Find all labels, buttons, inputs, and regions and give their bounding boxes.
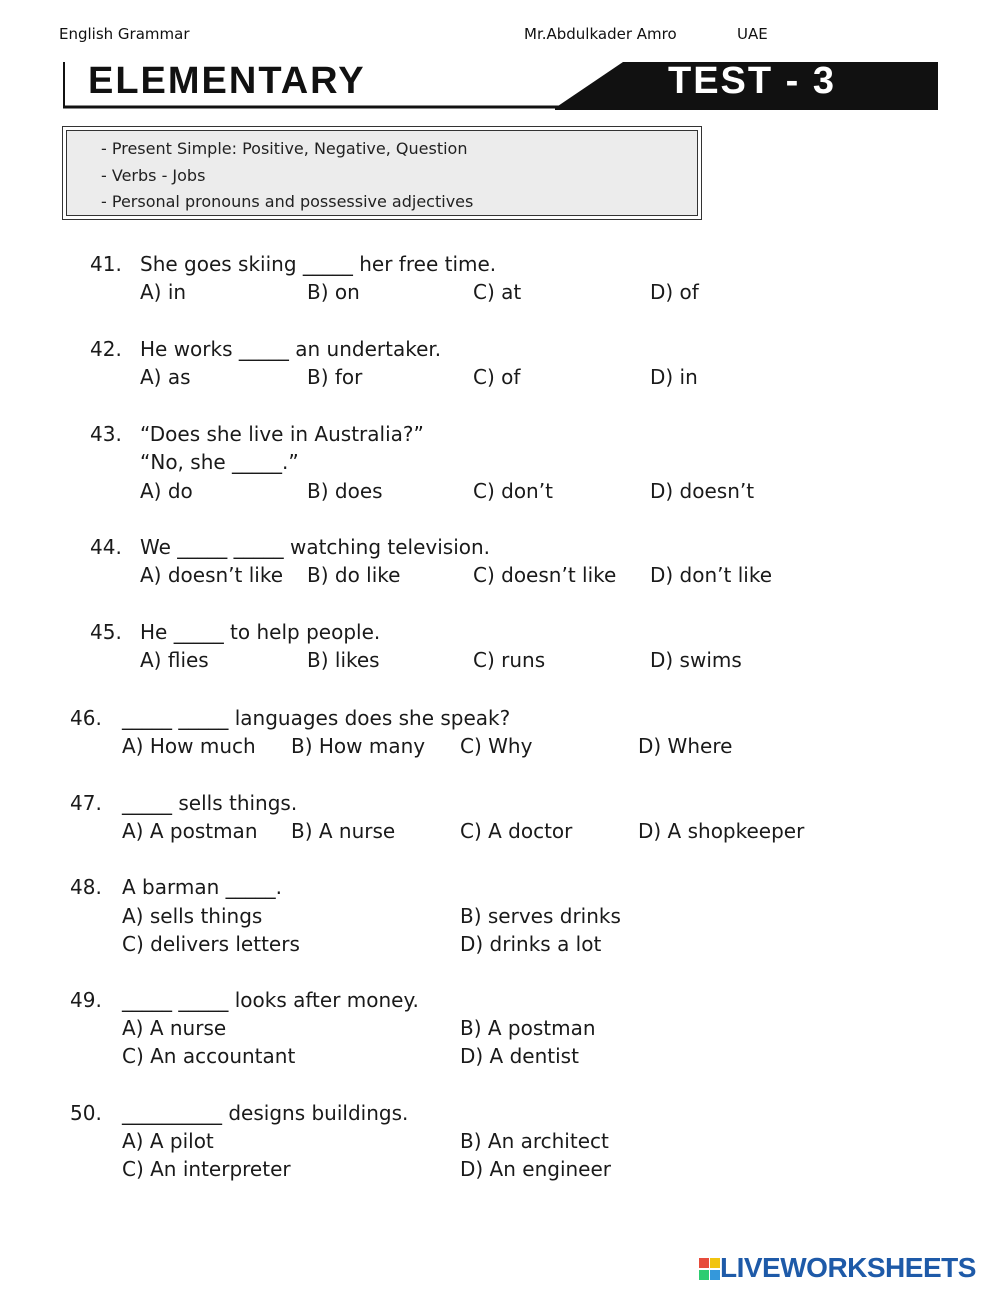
option-b[interactable]: B) An architect [460, 1129, 609, 1153]
option-d[interactable]: D) don’t like [650, 563, 773, 587]
option-c[interactable]: C) A doctor [460, 819, 573, 843]
question-number: 44. [90, 535, 122, 559]
question-number: 42. [90, 337, 122, 361]
option-b[interactable]: B) do like [307, 563, 401, 587]
topic-item: - Present Simple: Positive, Negative, Question [101, 139, 468, 158]
option-c[interactable]: C) Why [460, 734, 533, 758]
question-text: We _____ _____ watching television. [140, 535, 491, 559]
liveworksheets-logo-text[interactable]: LIVEWORKSHEETS [720, 1252, 976, 1283]
option-a[interactable]: A) sells things [122, 904, 263, 928]
option-d[interactable]: D) swims [650, 648, 742, 672]
header-country: UAE [737, 25, 768, 43]
question-number: 43. [90, 422, 122, 446]
topic-item: - Verbs - Jobs [101, 165, 206, 185]
option-c[interactable]: C) doesn’t like [473, 563, 617, 587]
question-text: A barman _____. [122, 875, 282, 899]
question-text: He works _____ an undertaker. [140, 337, 442, 361]
option-b[interactable]: B) likes [307, 648, 380, 672]
option-b[interactable]: B) serves drinks [460, 904, 621, 928]
option-d[interactable]: D) of [650, 280, 699, 304]
option-c[interactable]: C) don’t [473, 479, 553, 503]
question-number: 50. [70, 1101, 102, 1125]
question-number: 48. [70, 875, 102, 899]
option-a[interactable]: A) A nurse [122, 1016, 227, 1040]
question-number: 47. [70, 791, 102, 815]
option-d[interactable]: D) doesn’t [650, 479, 755, 503]
option-a[interactable]: A) flies [140, 648, 209, 672]
option-d[interactable]: D) drinks a lot [460, 932, 602, 956]
topic-item: - Personal pronouns and possessive adjectives [101, 192, 474, 211]
header-subject: English Grammar [59, 25, 190, 43]
option-a[interactable]: A) as [140, 365, 191, 389]
option-d[interactable]: D) An engineer [460, 1157, 612, 1181]
option-a[interactable]: A) in [140, 280, 187, 304]
header-teacher: Mr.Abdulkader Amro [524, 25, 677, 43]
option-c[interactable]: C) at [473, 280, 522, 304]
option-c[interactable]: C) of [473, 365, 521, 389]
option-d[interactable]: D) Where [638, 734, 733, 758]
question-number: 46. [70, 706, 102, 730]
question-number: 49. [70, 988, 102, 1012]
option-a[interactable]: A) do [140, 479, 193, 503]
option-b[interactable]: B) does [307, 479, 383, 503]
option-b[interactable]: B) A postman [460, 1016, 596, 1040]
question-text: _____ _____ looks after money. [122, 988, 419, 1012]
option-b[interactable]: B) for [307, 365, 363, 389]
question-text: _____ _____ languages does she speak? [122, 706, 511, 730]
option-a[interactable]: A) A pilot [122, 1129, 214, 1153]
option-b[interactable]: B) on [307, 280, 360, 304]
option-d[interactable]: D) in [650, 365, 698, 389]
question-text: _____ sells things. [122, 791, 298, 815]
question-number: 45. [90, 620, 122, 644]
option-b[interactable]: B) A nurse [291, 819, 396, 843]
option-c[interactable]: C) An interpreter [122, 1157, 291, 1181]
question-text: He _____ to help people. [140, 620, 381, 644]
option-c[interactable]: C) runs [473, 648, 546, 672]
option-a[interactable]: A) How much [122, 734, 256, 758]
option-c[interactable]: C) delivers letters [122, 932, 300, 956]
banner-title: ELEMENTARY [88, 60, 366, 102]
question-text: __________ designs buildings. [122, 1101, 409, 1125]
option-c[interactable]: C) An accountant [122, 1044, 296, 1068]
option-d[interactable]: D) A shopkeeper [638, 819, 805, 843]
question-text-line-2: “No, she _____.” [140, 450, 299, 474]
question-text: She goes skiing _____ her free time. [140, 252, 497, 276]
topics-box [62, 126, 702, 220]
option-d[interactable]: D) A dentist [460, 1044, 579, 1068]
banner-test-number: TEST - 3 [668, 60, 837, 102]
question-text: “Does she live in Australia?” [140, 422, 424, 446]
option-a[interactable]: A) doesn’t like [140, 563, 284, 587]
question-number: 41. [90, 252, 122, 276]
topics-box-inner [66, 130, 698, 216]
option-a[interactable]: A) A postman [122, 819, 258, 843]
option-b[interactable]: B) How many [291, 734, 426, 758]
